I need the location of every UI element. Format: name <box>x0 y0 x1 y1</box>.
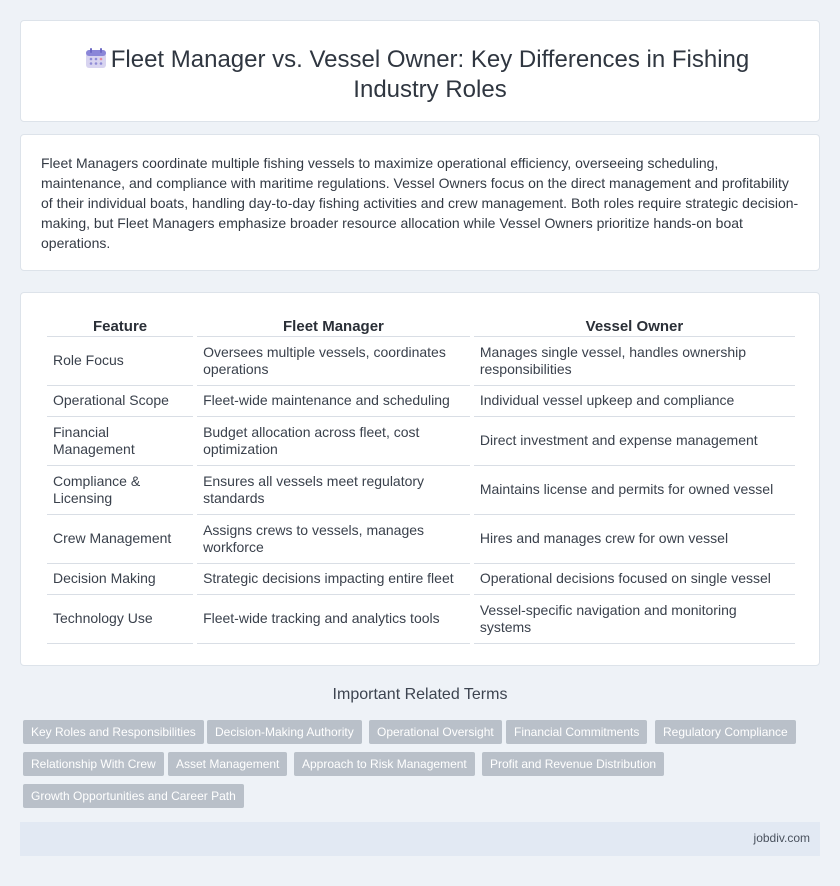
fleet-manager-cell: Strategic decisions impacting entire fleet <box>197 564 470 595</box>
related-terms-heading: Important Related Terms <box>332 686 508 703</box>
related-tag[interactable]: Financial Commitments <box>506 720 647 744</box>
related-tag[interactable]: Decision-Making Authority <box>207 720 362 744</box>
feature-cell: Role Focus <box>47 337 193 386</box>
vessel-owner-cell: Hires and manages crew for own vessel <box>474 515 795 564</box>
fleet-manager-cell: Oversees multiple vessels, coordinates operations <box>197 337 470 386</box>
feature-cell: Technology Use <box>47 595 193 644</box>
vessel-owner-cell: Vessel-specific navigation and monitoring systems <box>474 595 795 644</box>
related-tag[interactable]: Operational Oversight <box>369 720 502 744</box>
related-tag[interactable]: Regulatory Compliance <box>655 720 796 744</box>
fleet-manager-cell: Fleet-wide tracking and analytics tools <box>197 595 470 644</box>
footer-site-link[interactable]: jobdiv.com <box>753 831 810 845</box>
intro-paragraph: Fleet Managers coordinate multiple fishing vessels to maximize operational efficiency, overseeing scheduling, maintenance, and compliance with maritime regulations. Vessel Owners focus on the direct management and profitability of their individual boats, handling day-to-day fishing activities and crew management. Both roles require strategic decision-making, but Fleet Managers emphasize broader resource allocation while Vessel Owners prioritize hands-on boat operations. <box>41 155 799 251</box>
intro-card <box>20 134 820 271</box>
feature-cell: Financial Management <box>47 417 193 466</box>
fleet-manager-cell: Ensures all vessels meet regulatory standards <box>197 466 470 515</box>
vessel-owner-cell: Manages single vessel, handles ownership responsibilities <box>474 337 795 386</box>
vessel-owner-cell: Individual vessel upkeep and compliance <box>474 386 795 417</box>
related-tag[interactable]: Relationship With Crew <box>23 752 164 776</box>
title-card <box>20 20 820 122</box>
header-fleet-manager: Fleet Manager <box>197 313 470 337</box>
comparison-table <box>43 313 799 644</box>
related-tag[interactable]: Asset Management <box>168 752 287 776</box>
table-row <box>47 417 795 466</box>
header-vessel-owner: Vessel Owner <box>474 313 795 337</box>
footer-bar <box>20 822 820 856</box>
related-tag[interactable]: Key Roles and Responsibilities <box>23 720 204 744</box>
vessel-owner-cell: Maintains license and permits for owned vessel <box>474 466 795 515</box>
vessel-owner-cell: Direct investment and expense management <box>474 417 795 466</box>
feature-cell: Operational Scope <box>47 386 193 417</box>
feature-cell: Compliance & Licensing <box>47 466 193 515</box>
vessel-owner-cell: Operational decisions focused on single vessel <box>474 564 795 595</box>
table-row <box>47 515 795 564</box>
table-row <box>47 466 795 515</box>
fleet-manager-cell: Assigns crews to vessels, manages workforce <box>197 515 470 564</box>
feature-cell: Decision Making <box>47 564 193 595</box>
table-header-row <box>47 313 795 337</box>
fleet-manager-cell: Budget allocation across fleet, cost optimization <box>197 417 470 466</box>
header-feature: Feature <box>47 313 193 337</box>
comparison-card <box>20 292 820 666</box>
related-tag[interactable]: Growth Opportunities and Career Path <box>23 784 244 808</box>
page-title: Fleet Manager vs. Vessel Owner: Key Differences in Fishing Industry Roles <box>110 46 750 103</box>
table-row <box>47 595 795 644</box>
table-row <box>47 337 795 386</box>
related-tag[interactable]: Profit and Revenue Distribution <box>482 752 664 776</box>
fleet-manager-cell: Fleet-wide maintenance and scheduling <box>197 386 470 417</box>
table-row <box>47 564 795 595</box>
table-row <box>47 386 795 417</box>
feature-cell: Crew Management <box>47 515 193 564</box>
related-tag[interactable]: Approach to Risk Management <box>294 752 475 776</box>
